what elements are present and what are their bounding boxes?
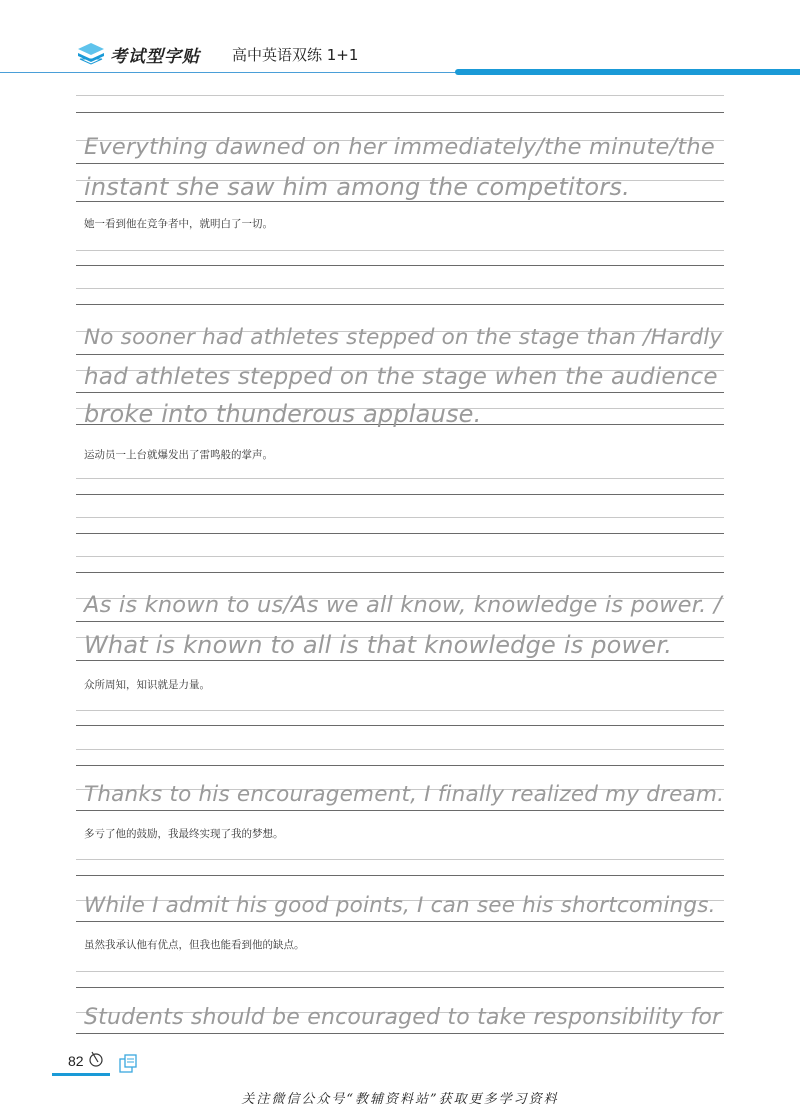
- english-sentence-line: As is known to us/As we all know, knowledge is power. /: [84, 592, 722, 618]
- chinese-translation: 她一看到他在竞争者中，就明白了一切。: [84, 218, 273, 230]
- book-subtitle: 高中英语双练 1+1: [232, 46, 359, 64]
- footer-note: 关注微信公众号“教辅资料站”获取更多学习资料: [241, 1092, 559, 1107]
- chinese-translation: 多亏了他的鼓励，我最终实现了我的梦想。: [84, 828, 284, 840]
- chinese-translation: 众所周知，知识就是力量。: [84, 679, 210, 691]
- english-sentence-line: had athletes stepped on the stage when the audience: [84, 364, 718, 390]
- header-divider: [0, 68, 800, 76]
- pen-nib-icon: [88, 1050, 104, 1068]
- chinese-translation: 虽然我承认他有优点，但我也能看到他的缺点。: [84, 939, 305, 951]
- english-sentence-line: No sooner had athletes stepped on the stage than /Hardly: [84, 325, 723, 350]
- page-number: 82: [68, 1053, 84, 1069]
- english-sentence-line: While I admit his good points, I can see his shortcomings.: [84, 893, 716, 918]
- english-sentence-line: instant she saw him among the competitors.: [84, 173, 630, 201]
- english-sentence-line: What is known to all is that knowledge is power.: [84, 631, 673, 659]
- english-sentence-line: Everything dawned on her immediately/the minute/the: [84, 134, 715, 160]
- book-stack-logo-icon: [76, 40, 106, 66]
- notebook-icon: [117, 1053, 139, 1075]
- english-sentence-line: Students should be encouraged to take responsibility for: [84, 1005, 722, 1030]
- chinese-translation: 运动员一上台就爆发出了雷鸣般的掌声。: [84, 449, 273, 461]
- page-header: [0, 0, 800, 80]
- footer-accent-line: [52, 1073, 110, 1076]
- english-sentence-line: Thanks to his encouragement, I finally realized my dream.: [84, 782, 725, 807]
- english-sentence-line: broke into thunderous applause.: [84, 400, 482, 428]
- brand-title: 考试型字贴: [110, 47, 200, 67]
